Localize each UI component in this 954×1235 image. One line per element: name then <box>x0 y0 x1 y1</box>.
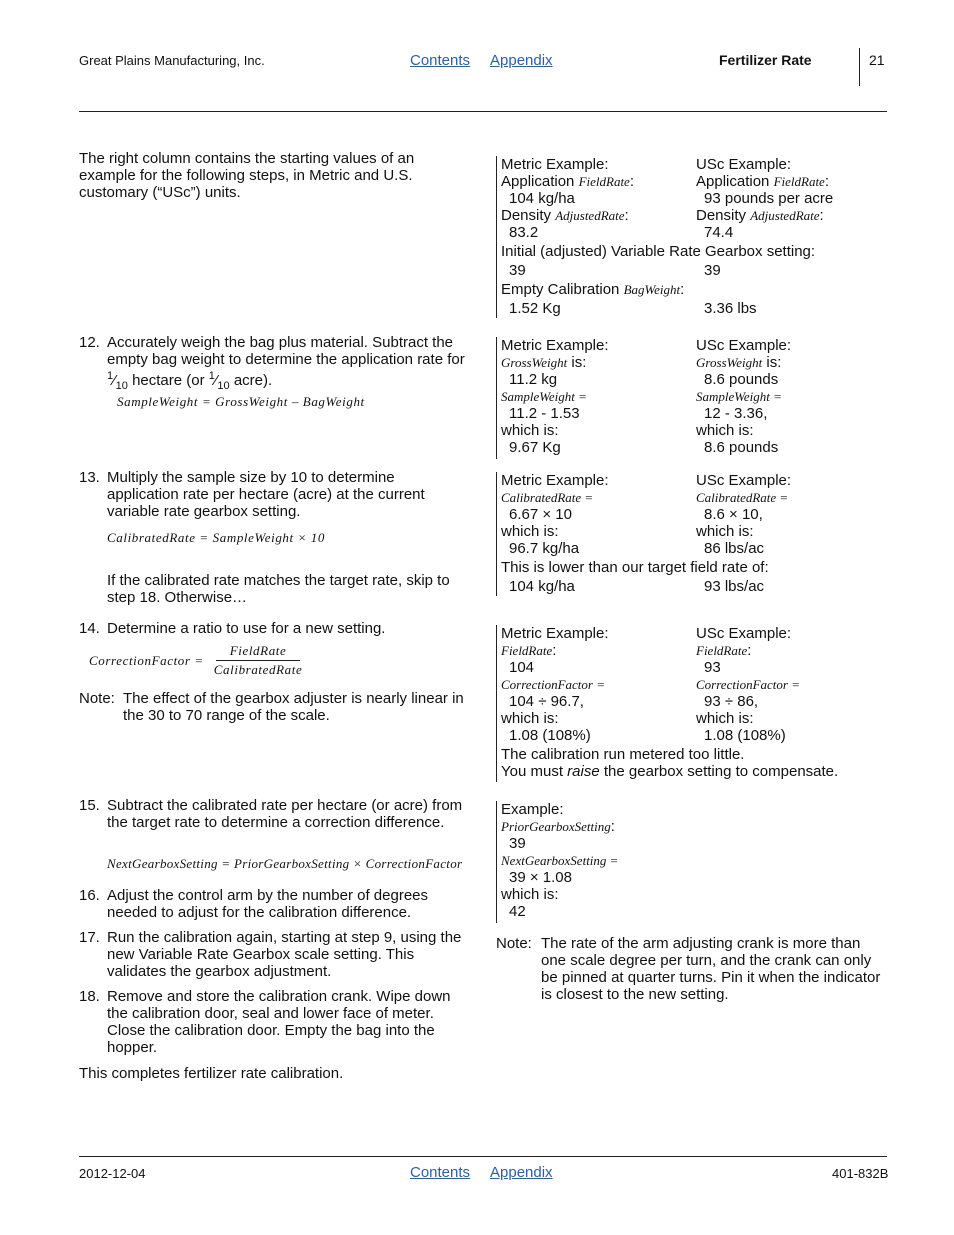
header-divider <box>859 48 860 86</box>
example-step-15 <box>496 801 701 923</box>
colon: : <box>680 281 685 298</box>
usc-heading: USc Example: <box>696 156 792 173</box>
empty-cal-label: Empty Calibration <box>501 281 620 298</box>
example-step-13 <box>496 472 891 596</box>
density-var: AdjustedRate <box>555 208 625 223</box>
metric-cf-calc: 104 ÷ 96.7, <box>509 693 584 710</box>
colon: : <box>747 642 752 659</box>
which-is-label: which is: <box>696 523 754 540</box>
density-label: Density <box>696 207 747 224</box>
raise-emphasis: raise <box>567 763 600 780</box>
frac-num: 1 <box>208 370 215 382</box>
colon: : <box>610 818 615 835</box>
step-12-text-b: hectare (or <box>132 372 205 389</box>
cf-var: CorrectionFactor = <box>696 677 800 692</box>
fraction <box>210 643 307 678</box>
is-label: is: <box>766 354 782 371</box>
equation-next-gearbox: NextGearboxSetting = PriorGearboxSetting × CorrectionFactor <box>107 856 463 871</box>
colon: : <box>624 207 629 224</box>
gross-var: GrossWeight <box>696 355 763 370</box>
metric-heading: Metric Example: <box>501 472 609 489</box>
metric-cal-calc: 6.67 × 10 <box>509 506 572 523</box>
step-number: 16. <box>79 887 100 904</box>
step-12-text: Accurately weigh the bag plus material. Subtract the empty bag weight to determine the application rate for $^1⁄_{10}$ hectare (or $^1⁄_{10}$ acre). <box>107 334 465 392</box>
empty-cal-var: BagWeight <box>623 282 681 297</box>
calibrated-var: CalibratedRate = <box>696 490 789 505</box>
app-label: Application <box>501 173 575 190</box>
usc-heading: USc Example: <box>696 472 792 489</box>
fieldrate-var: FieldRate <box>696 643 748 658</box>
closing-text: This completes fertilizer rate calibration. <box>79 1065 344 1082</box>
appendix-link[interactable]: Appendix <box>490 52 553 69</box>
metric-heading: Metric Example: <box>501 625 609 642</box>
footer-date: 2012-12-04 <box>79 1166 146 1181</box>
header-rule <box>79 111 887 112</box>
which-is-label: which is: <box>501 710 559 727</box>
metric-heading: Metric Example: <box>501 337 609 354</box>
calibrated-var: CalibratedRate = <box>501 490 594 505</box>
usc-gross-value: 8.6 pounds <box>704 371 779 388</box>
note-text: The rate of the arm adjusting crank is more than one scale degree per turn, and the crank can only be pinned at quarter turns. Pin it when the indicator is closest to the new setting. <box>541 935 881 1003</box>
metered-too-little-text: The calibration run metered too little. <box>501 746 745 763</box>
step-14-text: Determine a ratio to use for a new setting. <box>107 620 386 637</box>
usc-cal-calc: 8.6 × 10, <box>704 506 763 523</box>
step-16-text: Adjust the control arm by the number of degrees needed to adjust for the calibration difference. <box>107 887 429 921</box>
step-number: 13. <box>79 469 100 486</box>
next-calc: 39 × 1.08 <box>509 869 572 886</box>
density-var: AdjustedRate <box>750 208 820 223</box>
page-number: 21 <box>869 52 885 68</box>
next-result: 42 <box>509 903 526 920</box>
document-number: 401-832B <box>832 1166 889 1181</box>
step-15-text: Subtract the calibrated rate per hectare (or acre) from the target rate to determine a correction difference. <box>107 797 463 831</box>
usc-app-value: 93 pounds per acre <box>704 190 834 207</box>
frac-den: 10 <box>115 380 128 392</box>
prior-var: PriorGearboxSetting <box>501 819 611 834</box>
note-label: Note: <box>496 935 532 952</box>
metric-field-value: 104 <box>509 659 535 676</box>
which-is-label: which is: <box>501 523 559 540</box>
app-var: FieldRate <box>773 174 825 189</box>
usc-cf-result: 1.08 (108%) <box>704 727 786 744</box>
step-number: 17. <box>79 929 100 946</box>
metric-empty-value: 1.52 Kg <box>509 300 561 317</box>
gross-var: GrossWeight <box>501 355 568 370</box>
metric-heading: Metric Example: <box>501 156 609 173</box>
step-13-text: Multiply the sample size by 10 to determine application rate per hectare (acre) at the current variable rate gearbox setting. <box>107 469 425 520</box>
step-18-text: Remove and store the calibration crank. Wipe down the calibration door, seal and lower face of meter. Close the calibration door. Empty the bag into the hopper. <box>107 988 451 1056</box>
metric-target-value: 104 kg/ha <box>509 578 575 595</box>
contents-link[interactable]: Contents <box>410 1164 471 1181</box>
usc-heading: USc Example: <box>696 625 792 642</box>
usc-density-value: 74.4 <box>704 224 734 241</box>
lower-than-target-text: This is lower than our target field rate of: <box>501 559 769 576</box>
example-starting-values <box>496 156 891 318</box>
section-title: Fertilizer Rate <box>719 52 812 68</box>
appendix-link[interactable]: Appendix <box>490 1164 553 1181</box>
next-var: NextGearboxSetting = <box>501 853 619 868</box>
step-13-note: If the calibrated rate matches the target rate, skip to step 18. Otherwise… <box>107 572 450 606</box>
intro-text: The right column contains the starting values of an example for the following steps, in Metric and U.S. customary (“USc”) units. <box>79 150 415 201</box>
metric-cal-result: 96.7 kg/ha <box>509 540 580 557</box>
sample-var: SampleWeight = <box>501 389 587 404</box>
step-12-text-a: Accurately weigh the bag plus material. Subtract the empty bag weight to determine the application rate for <box>107 334 465 368</box>
note-label: Note: <box>79 690 115 707</box>
metric-cf-result: 1.08 (108%) <box>509 727 591 744</box>
usc-sample-calc: 12 - 3.36, <box>704 405 768 422</box>
colon: : <box>819 207 824 224</box>
prior-value: 39 <box>509 835 526 852</box>
colon: : <box>629 173 634 190</box>
usc-initial-value: 39 <box>704 262 721 279</box>
metric-density-value: 83.2 <box>509 224 539 241</box>
which-is-label: which is: <box>696 422 754 439</box>
metric-initial-value: 39 <box>509 262 526 279</box>
colon: : <box>552 642 557 659</box>
usc-cf-calc: 93 ÷ 86, <box>704 693 759 710</box>
usc-heading: USc Example: <box>696 337 792 354</box>
example-step-12 <box>496 337 891 459</box>
frac-num: 1 <box>107 370 114 382</box>
app-var: FieldRate <box>578 174 630 189</box>
step-17-text: Run the calibration again, starting at step 9, using the new Variable Rate Gearbox scale setting. This validates the gearbox adjustment. <box>107 929 462 980</box>
must-raise-text: You must raise the gearbox setting to compensate. <box>501 763 839 780</box>
usc-cal-result: 86 lbs/ac <box>704 540 765 557</box>
fraction-denominator: CalibratedRate <box>213 662 303 677</box>
step-number: 14. <box>79 620 100 637</box>
cf-var: CorrectionFactor = <box>501 677 605 692</box>
note-text: The effect of the gearbox adjuster is nearly linear in the 30 to 70 range of the scale. <box>123 690 464 724</box>
usc-target-value: 93 lbs/ac <box>704 578 765 595</box>
metric-sample-calc: 11.2 - 1.53 <box>509 405 580 422</box>
step-number: 18. <box>79 988 100 1005</box>
usc-sample-result: 8.6 pounds <box>704 439 779 456</box>
footer-rule <box>79 1156 887 1157</box>
app-label: Application <box>696 173 770 190</box>
fraction-numerator: FieldRate <box>229 643 287 658</box>
usc-empty-value: 3.36 lbs <box>704 300 757 317</box>
usc-field-value: 93 <box>704 659 721 676</box>
equation-correction-factor <box>89 643 306 678</box>
which-is-label: which is: <box>501 886 559 903</box>
metric-app-value: 104 kg/ha <box>509 190 575 207</box>
sample-var: SampleWeight = <box>696 389 782 404</box>
company-name: Great Plains Manufacturing, Inc. <box>79 53 265 68</box>
which-is-label: which is: <box>696 710 754 727</box>
which-is-label: which is: <box>501 422 559 439</box>
fieldrate-var: FieldRate <box>501 643 553 658</box>
colon: : <box>824 173 829 190</box>
initial-setting-label: Initial (adjusted) Variable Rate Gearbox setting: <box>501 243 816 260</box>
metric-gross-value: 11.2 kg <box>509 371 558 388</box>
example-heading: Example: <box>501 801 564 818</box>
contents-link[interactable]: Contents <box>410 52 471 69</box>
equation-calibrated-rate: CalibratedRate = SampleWeight × 10 <box>107 530 326 545</box>
metric-sample-result: 9.67 Kg <box>509 439 561 456</box>
step-number: 12. <box>79 334 100 351</box>
example-step-14 <box>496 625 891 782</box>
step-12-text-c: acre). <box>233 372 273 389</box>
step-number: 15. <box>79 797 100 814</box>
frac-den: 10 <box>217 380 230 392</box>
density-label: Density <box>501 207 552 224</box>
is-label: is: <box>571 354 587 371</box>
eq-left: CorrectionFactor = <box>89 652 204 668</box>
equation-sample-weight: SampleWeight = GrossWeight – BagWeight <box>117 394 365 409</box>
